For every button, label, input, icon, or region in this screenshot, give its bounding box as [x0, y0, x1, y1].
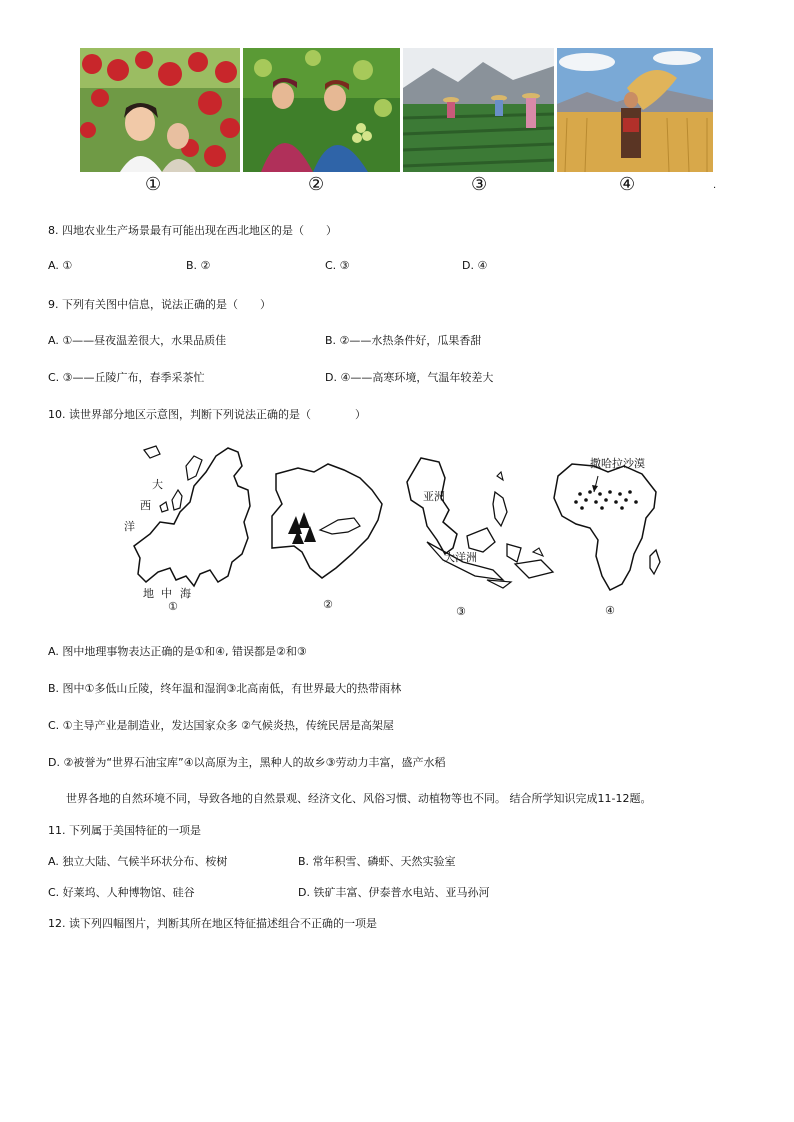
map-number-1: ① [168, 600, 178, 613]
grape-harvest-photo [243, 48, 400, 172]
map1-label-hai: 海 [180, 587, 191, 600]
map1-label-zhong: 中 [161, 587, 172, 600]
q9-option-d[interactable]: D. ④——高寒环境，气温年较差大 [325, 371, 494, 384]
section-intro: 世界各地的自然环境不同，导致各地的自然景观、经济文化、风俗习惯、动植物等也不同。 结合所学知识完成11-12题。 [66, 792, 652, 805]
map4-label-sahara: 撒哈拉沙漠 [590, 457, 645, 470]
wheat-harvest-photo [557, 48, 713, 172]
question-12-stem: 12. 读下列四幅图片，判断其所在地区特征描述组合不正确的一项是 [48, 917, 377, 930]
q9-option-b[interactable]: B. ②——水热条件好，瓜果香甜 [325, 334, 482, 347]
map-number-2: ② [323, 598, 333, 611]
q10-option-a[interactable]: A. 图中地理事物表达正确的是①和④, 错误都是②和③ [48, 645, 307, 658]
map3-label-asia: 亚洲 [423, 490, 445, 503]
question-8-stem: 8. 四地农业生产场景最有可能出现在西北地区的是（ ） [48, 224, 337, 237]
map-2-middle-east [268, 460, 388, 584]
map1-label-xi: 西 [140, 499, 151, 512]
photo-number-3: ③ [471, 174, 488, 195]
dot-mark: . [713, 180, 717, 191]
q11-option-a[interactable]: A. 独立大陆、气候半环状分布、桉树 [48, 855, 228, 868]
q8-option-d[interactable]: D. ④ [462, 259, 488, 272]
photo-number-1: ① [145, 174, 162, 195]
q11-option-c[interactable]: C. 好莱坞、人种博物馆、硅谷 [48, 886, 195, 899]
q8-option-b[interactable]: B. ② [186, 259, 211, 272]
q10-option-c[interactable]: C. ①主导产业是制造业，发达国家众多 ②气候炎热，传统民居是高架屋 [48, 719, 394, 732]
question-10-stem: 10. 读世界部分地区示意图，判断下列说法正确的是（ ） [48, 408, 366, 421]
map-number-3: ③ [456, 605, 466, 618]
photo-number-4: ④ [619, 174, 636, 195]
map-3-southeast-asia [403, 452, 559, 592]
map-1-europe [130, 442, 254, 598]
tea-garden-photo [403, 48, 554, 172]
q11-option-b[interactable]: B. 常年积雪、磷虾、天然实验室 [298, 855, 456, 868]
q11-option-d[interactable]: D. 铁矿丰富、伊泰普水电站、亚马孙河 [298, 886, 490, 899]
map-number-4: ④ [605, 604, 615, 617]
map3-label-oceania: 大洋洲 [444, 551, 477, 564]
question-9-stem: 9. 下列有关图中信息，说法正确的是（ ） [48, 298, 271, 311]
map1-label-di: 地 [143, 587, 154, 600]
map1-label-da: 大 [152, 478, 163, 491]
apple-orchard-photo [80, 48, 240, 172]
q9-option-a[interactable]: A. ①——昼夜温差很大，水果品质佳 [48, 334, 227, 347]
q9-option-c[interactable]: C. ③——丘陵广布，春季采茶忙 [48, 371, 205, 384]
map1-label-yang: 洋 [124, 520, 135, 533]
photo-number-2: ② [308, 174, 325, 195]
q8-option-c[interactable]: C. ③ [325, 259, 350, 272]
q8-option-a[interactable]: A. ① [48, 259, 73, 272]
question-11-stem: 11. 下列属于美国特征的一项是 [48, 824, 201, 837]
q10-option-b[interactable]: B. 图中①多低山丘陵，终年温和湿润③北高南低，有世界最大的热带雨林 [48, 682, 402, 695]
q10-option-d[interactable]: D. ②被誉为“世界石油宝库”④以高原为主，黑种人的故乡③劳动力丰富，盛产水稻 [48, 756, 446, 769]
map-4-africa [550, 452, 666, 596]
